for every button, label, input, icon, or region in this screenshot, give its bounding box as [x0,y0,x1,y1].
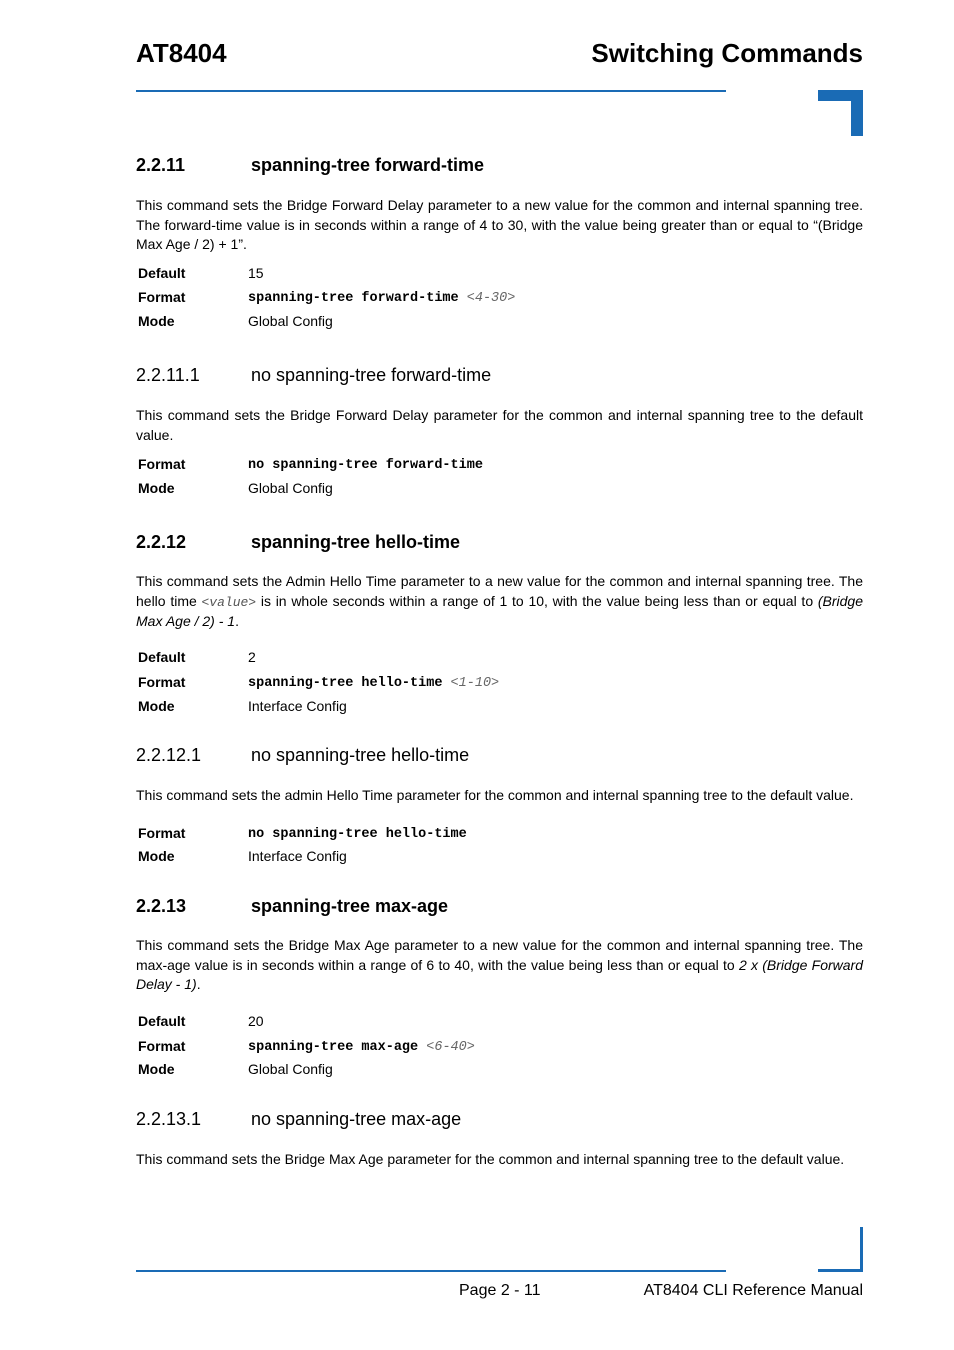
default-value: 15 [248,265,264,281]
mode-label: Mode [138,1061,175,1077]
section-title: spanning-tree forward-time [251,155,485,175]
format-command [248,1038,475,1057]
description-formula: 2 x (Bridge Forward Delay - 1) [136,956,863,992]
default-label: Default [138,1013,186,1029]
description-text: . [235,613,239,629]
footer-corner-mark-vertical [860,1227,863,1272]
format-label: Format [138,1038,186,1054]
mode-value: Global Config [248,313,333,329]
mode-label: Mode [138,698,175,714]
subsection-description: This command sets the Bridge Forward Delay parameter for the common and internal spanning tree to the default value. [136,407,863,443]
description-code: <value> [201,594,257,610]
subsection-number: 2.2.13.1 [136,1109,202,1129]
description-text: This command sets the Bridge Max Age parameter to a new value for the common and internal spanning tree. The max-age value is in seconds within a range of 6 to 40, with the value being less than or equal to [136,937,863,973]
command-name: spanning-tree forward-time [248,291,459,306]
section-title: spanning-tree hello-time [251,532,461,552]
subsection-title: no spanning-tree hello-time [251,745,470,765]
default-label: Default [138,265,186,281]
mode-value: Interface Config [248,848,347,864]
default-value: 2 [248,649,256,665]
subsection-number: 2.2.11.1 [136,365,200,385]
format-label: Format [138,674,186,690]
format-command [248,289,515,308]
section-number: 2.2.13 [136,896,187,916]
header-chapter: Switching Commands [591,38,863,68]
format-label: Format [138,825,186,841]
format-command [248,825,467,844]
section-description: This command sets the Bridge Forward Delay parameter to a new value for the common and internal spanning tree. The forward-time value is in seconds within a range of 4 to 30, with the value being greater than or equal to “(Bridge Max Age / 2) + 1”. [136,197,863,252]
section-number: 2.2.12 [136,532,187,552]
header-corner-mark-vertical [851,90,863,136]
command-name: spanning-tree hello-time [248,676,443,691]
footer-corner-mark [818,1269,863,1272]
subsection-title: no spanning-tree forward-time [251,365,492,385]
mode-label: Mode [138,313,175,329]
mode-label: Mode [138,848,175,864]
header-product: AT8404 [136,38,227,68]
format-label: Format [138,456,186,472]
command-name: spanning-tree max-age [248,1040,419,1055]
subsection-title: no spanning-tree max-age [251,1109,462,1129]
subsection-number: 2.2.12.1 [136,745,202,765]
section-description [136,572,863,632]
mode-value: Global Config [248,480,333,496]
section-title: spanning-tree max-age [251,896,449,916]
format-command [248,674,499,693]
subsection-description: This command sets the Bridge Max Age parameter for the common and internal spanning tree to the default value. [136,1151,845,1167]
default-value: 20 [248,1013,264,1029]
default-label: Default [138,649,186,665]
format-label: Format [138,289,186,305]
mode-value: Global Config [248,1061,333,1077]
description-text: This command sets the Admin Hello Time parameter to a new value for the common and internal spanning tree. The hello time [136,573,863,609]
header-rule [136,90,726,92]
description-formula: (Bridge Max Age / 2) - 1 [136,592,863,629]
section-number: 2.2.11 [136,155,186,175]
format-command [248,456,483,475]
page-number: Page 2 - 11 [459,1282,541,1299]
command-argument: <6-40> [426,1040,475,1055]
description-text: is in whole seconds within a range of 1 to 10, with the value being less than or equal to [256,592,818,609]
mode-label: Mode [138,480,175,496]
section-description [136,936,863,995]
command-name: no spanning-tree forward-time [248,458,483,473]
mode-value: Interface Config [248,698,347,714]
command-argument: <4-30> [466,291,516,306]
footer-rule [136,1270,726,1272]
description-text: . [196,976,201,992]
subsection-description: This command sets the admin Hello Time parameter for the common and internal spanning tree to the default value. [136,787,854,803]
command-argument: <1-10> [450,676,500,691]
manual-title: AT8404 CLI Reference Manual [643,1282,863,1299]
command-name: no spanning-tree hello-time [248,827,467,842]
